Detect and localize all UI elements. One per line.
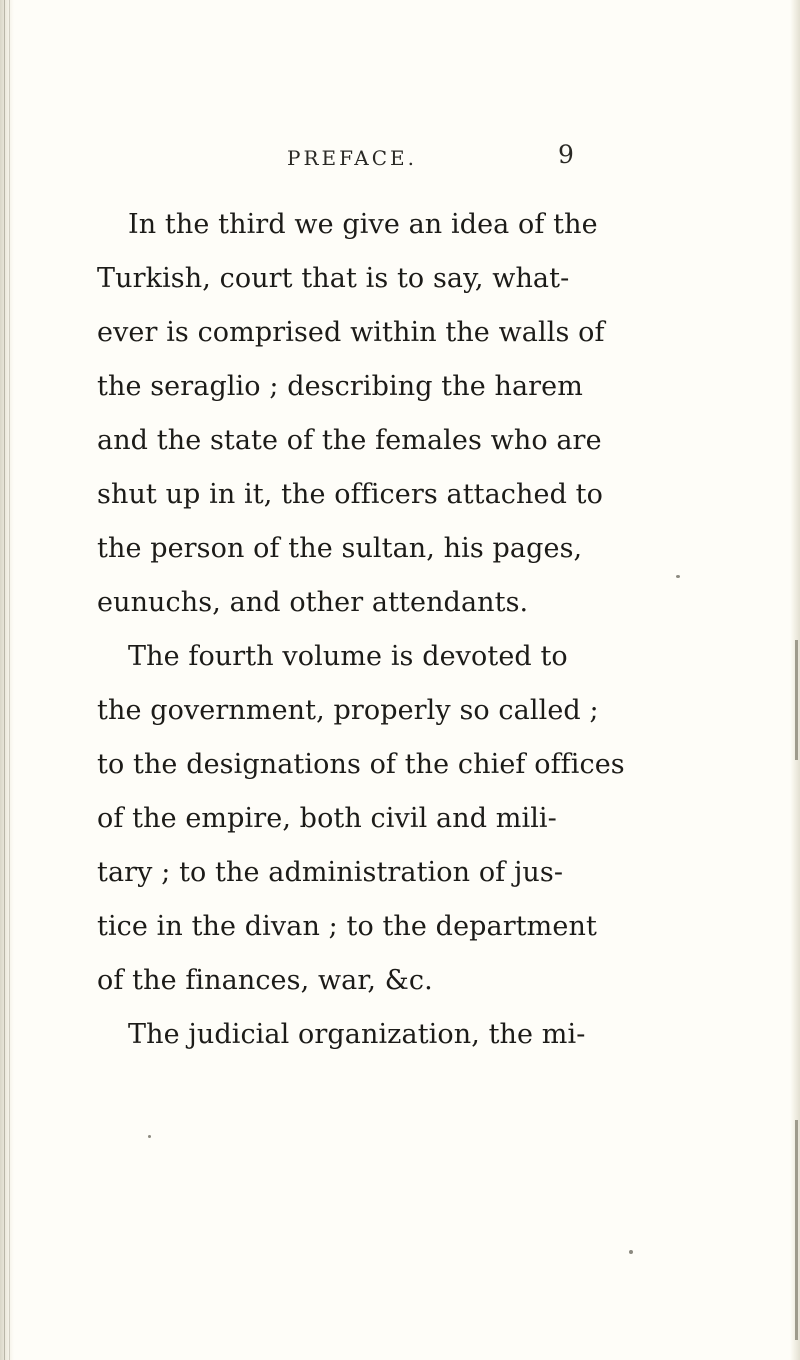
edge-mark [795,640,798,760]
running-head: PREFACE. [287,146,417,170]
text-line: to the designations of the chief offices [97,749,625,780]
text-line: of the empire, both civil and mili- [97,803,557,834]
paper-speck [148,1135,151,1138]
text-line: ever is comprised within the walls of [97,317,605,348]
text-line: of the finances, war, &c. [97,965,433,996]
text-line: Turkish, court that is to say, what- [97,263,570,294]
text-line: the seraglio ; describing the harem [97,371,583,402]
text-line: eunuchs, and other attendants. [97,587,529,618]
page-number: 9 [558,140,574,169]
gutter-line [4,0,5,1360]
text-line: the government, properly so called ; [97,695,599,726]
edge-mark [795,1120,798,1340]
paper-speck [629,1250,633,1254]
page-header [0,138,800,178]
gutter-line [9,0,10,1360]
paper-speck [676,575,680,578]
text-line: tice in the divan ; to the department [97,911,597,942]
text-line: shut up in it, the officers attached to [97,479,603,510]
text-line: and the state of the females who are [97,425,602,456]
text-line: the person of the sultan, his pages, [97,533,583,564]
text-line: tary ; to the administration of jus- [97,857,564,888]
page-gutter-left [0,0,14,1360]
text-line: The judicial organization, the mi- [128,1019,586,1050]
text-line: The fourth volume is devoted to [128,641,568,672]
text-line: In the third we give an idea of the [128,209,598,240]
